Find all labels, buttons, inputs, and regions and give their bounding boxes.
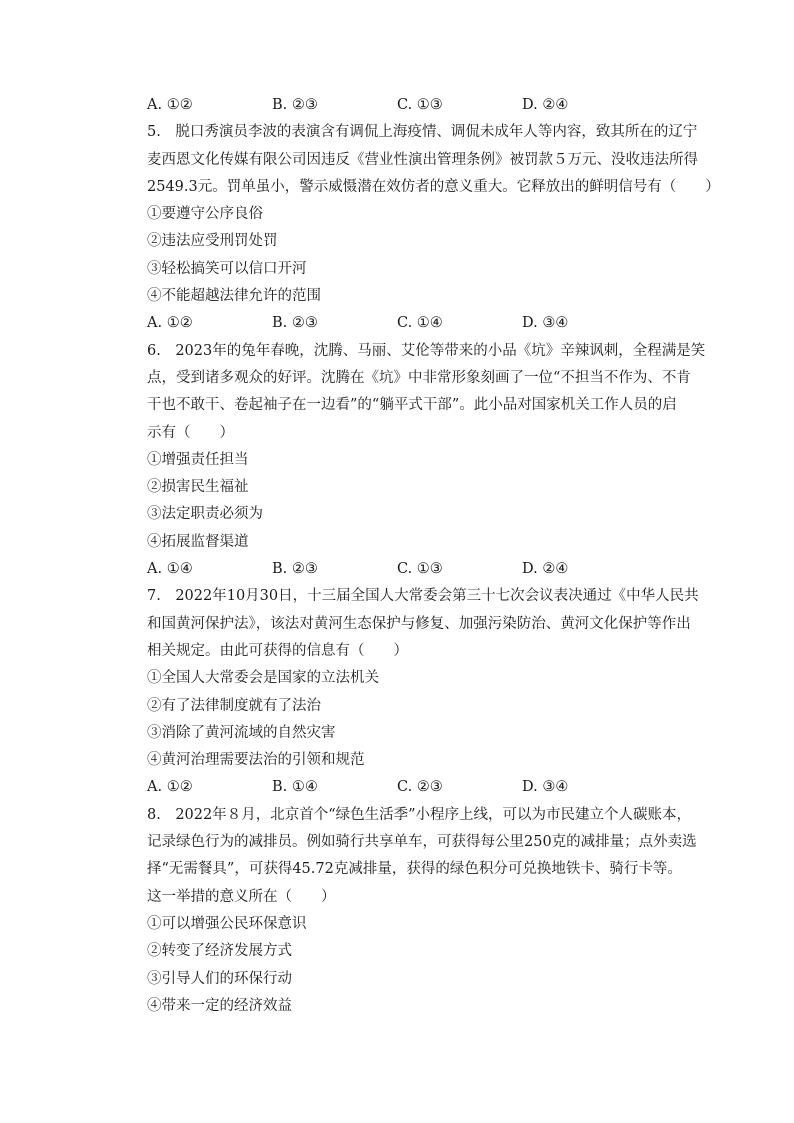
option-d: D. ③④: [522, 779, 569, 796]
question-stem-line: 择“无需餐具”，可获得45.72克减排量，获得的绿色积分可兑换地铁卡、骑行卡等。: [147, 861, 682, 878]
statement-item: ③法定职责必须为: [147, 506, 263, 523]
option-a: A. ①②: [147, 97, 193, 113]
question-stem-line: 点，受到诸多观众的好评。沈腾在《坑》中非常形象刻画了一位“不担当不作为、不肯: [147, 369, 691, 386]
option-d: D. ③④: [522, 315, 569, 332]
option-d: D. ②④: [522, 561, 569, 578]
option-c: C. ②③: [397, 779, 443, 796]
question-stem-line: 和国黄河保护法》，该法对黄河生态保护与修复、加强污染防治、黄河文化保护等作出: [147, 615, 691, 632]
statement-item: ②有了法律制度就有了法治: [147, 697, 321, 714]
statement-item: ④黄河治理需要法治的引领和规范: [147, 752, 365, 769]
question-8: [147, 802, 697, 1020]
prev-question-options: [147, 92, 687, 119]
answer-options: [147, 556, 687, 583]
statement-item: ①全国人大常委会是国家的立法机关: [147, 670, 379, 687]
question-5: [147, 119, 720, 337]
option-b: B. ②③: [272, 97, 318, 113]
statement-item: ②损害民生福祉: [147, 479, 249, 496]
question-stem-line: 2549.3元。罚单虽小，警示威慑潜在效仿者的意义重大。它释放出的鲜明信号有（ ）: [147, 178, 720, 195]
statement-item: ③消除了黄河流域的自然灾害: [147, 724, 336, 741]
statement-item: ③引导人们的环保行动: [147, 970, 292, 987]
statement-item: ④拓展监督渠道: [147, 533, 249, 550]
option-c: C. ①④: [397, 315, 443, 332]
question-7: [147, 583, 699, 801]
question-6: [147, 338, 706, 584]
question-stem-line: 示有（ ）: [147, 424, 234, 441]
statement-item: ②违法应受刑罚处罚: [147, 233, 278, 250]
statement-item: ①可以增强公民环保意识: [147, 915, 307, 932]
question-stem-line: 6. 2023年的兔年春晚，沈腾、马丽、艾伦等带来的小品《坑》辛辣讽刺，全程满是笑: [147, 342, 706, 359]
question-stem-line: 8. 2022年８月，北京首个“绿色生活季”小程序上线，可以为市民建立个人碳账本，: [147, 806, 692, 823]
option-a: A. ①②: [147, 779, 193, 796]
answer-options: [147, 774, 687, 801]
option-d: D. ②④: [522, 97, 569, 113]
question-stem-line: 干也不敢干、卷起袖子在一边看”的“躺平式干部”。此小品对国家机关工作人员的启: [147, 397, 677, 414]
statement-item: ③轻松搞笑可以信口开河: [147, 260, 307, 277]
question-stem-line: 相关规定。由此可获得的信息有（ ）: [147, 642, 408, 659]
option-b: B. ②③: [272, 315, 318, 332]
question-stem-line: 5. 脱口秀演员李波的表演含有调侃上海疫情、调侃未成年人等内容，致其所在的辽宁: [147, 124, 698, 141]
statement-item: ①增强责任担当: [147, 451, 249, 468]
question-stem-line: 记录绿色行为的减排员。例如骑行共享单车，可获得每公里250克的减排量；点外卖选: [147, 834, 697, 851]
question-stem-line: 麦西恩文化传媒有限公司因违反《营业性演出管理条例》被罚款５万元、没收违法所得: [147, 151, 698, 168]
answer-options: [147, 310, 687, 337]
option-c: C. ①③: [397, 561, 443, 578]
question-list: [147, 92, 720, 1020]
option-b: B. ①④: [272, 779, 318, 796]
statement-item: ④不能超越法律允许的范围: [147, 288, 321, 305]
statement-item: ②转变了经济发展方式: [147, 943, 292, 960]
option-a: A. ①②: [147, 315, 193, 332]
statement-item: ①要遵守公序良俗: [147, 206, 263, 223]
question-stem-line: 7. 2022年10月30日，十三届全国人大常委会第三十七次会议表决通过《中华人民共: [147, 588, 699, 605]
question-stem-line: 这一举措的意义所在（ ）: [147, 888, 336, 905]
option-b: B. ②③: [272, 561, 318, 578]
option-c: C. ①③: [397, 97, 443, 113]
statement-item: ④带来一定的经济效益: [147, 997, 292, 1014]
option-a: A. ①④: [147, 561, 193, 578]
